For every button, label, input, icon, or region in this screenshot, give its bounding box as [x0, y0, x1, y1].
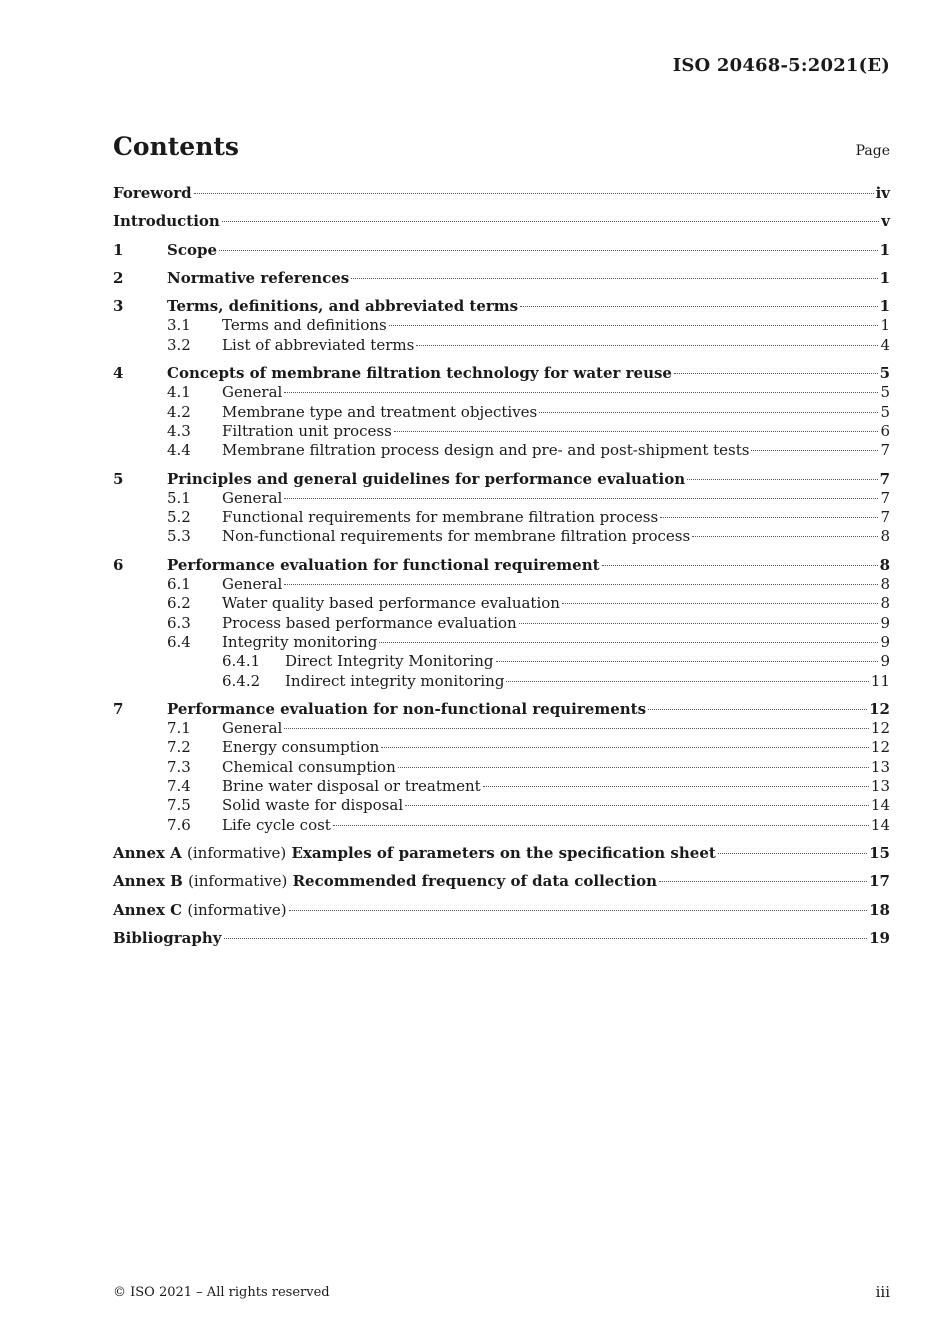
- toc-entry-number: 5.2: [167, 508, 191, 527]
- copyright-notice: © ISO 2021 – All rights reserved: [113, 1285, 330, 1300]
- table-of-contents: [113, 184, 890, 948]
- toc-entry-page: 8: [879, 555, 890, 574]
- dot-leader: [648, 709, 867, 710]
- toc-entry-page: 9: [880, 613, 890, 632]
- toc-entry-title-text: Water quality based performance evaluation: [222, 594, 560, 613]
- toc-entry-title: [113, 184, 192, 203]
- toc-entry[interactable]: [113, 403, 890, 422]
- dot-leader: [562, 603, 879, 604]
- toc-entry-title: [167, 297, 518, 316]
- toc-entry-page: 15: [869, 843, 890, 862]
- toc-entry[interactable]: [113, 901, 890, 920]
- toc-entry[interactable]: [113, 816, 890, 835]
- toc-entry[interactable]: [113, 738, 890, 757]
- toc-entry-title: [167, 700, 646, 719]
- toc-entry-title-text: Concepts of membrane filtration technology for water reuse: [167, 364, 672, 383]
- toc-entry-page: 7: [880, 508, 890, 527]
- toc-entry-title: [113, 872, 657, 891]
- toc-entry-page: 4: [880, 335, 890, 354]
- toc-entry-number: 4.1: [167, 383, 191, 402]
- dot-leader: [284, 728, 869, 729]
- toc-entry[interactable]: [113, 297, 890, 316]
- toc-entry-title-text: Non-functional requirements for membrane filtration process: [222, 527, 691, 546]
- toc-entry-title-text: List of abbreviated terms: [222, 335, 415, 354]
- toc-entry-page: 5: [880, 402, 890, 421]
- toc-entry-number: 4.2: [167, 402, 191, 421]
- toc-entry-page: v: [881, 212, 890, 231]
- toc-entry-number: 3: [113, 297, 124, 316]
- toc-entry-title: [222, 758, 396, 777]
- toc-entry-title: [222, 816, 331, 835]
- toc-entry-title-text: Terms, definitions, and abbreviated terms: [167, 297, 519, 316]
- toc-entry-title-text: Normative references: [167, 268, 350, 287]
- page-column-label: Page: [855, 143, 890, 159]
- toc-entry-title-text: Principles and general guidelines for performance evaluation: [167, 469, 686, 488]
- annex-title: Examples of parameters on the specification sheet: [291, 843, 716, 862]
- toc-entry-number: 6.4.2: [222, 671, 261, 690]
- toc-entry-number: 1: [113, 240, 124, 259]
- dot-leader: [718, 853, 867, 854]
- toc-entry[interactable]: [113, 489, 890, 508]
- toc-entry-page: 14: [870, 815, 890, 834]
- toc-entry-page: 17: [869, 872, 890, 891]
- toc-entry-title-text: Annex A: [113, 843, 182, 862]
- toc-entry-title: [222, 594, 560, 613]
- toc-entry[interactable]: [113, 758, 890, 777]
- toc-entry-title-text: Filtration unit process: [222, 421, 392, 440]
- toc-entry-number: 7.6: [167, 815, 191, 834]
- toc-entry-title-text: Life cycle cost: [222, 815, 331, 834]
- dot-leader: [284, 392, 878, 393]
- toc-entry-number: 4: [113, 364, 124, 383]
- toc-entry[interactable]: [113, 633, 890, 652]
- toc-entry[interactable]: [113, 672, 890, 691]
- dot-leader: [379, 642, 878, 643]
- dot-leader: [692, 536, 878, 537]
- toc-entry-title: [222, 403, 537, 422]
- toc-entry-title-text: Solid waste for disposal: [222, 796, 404, 815]
- toc-entry-title-text: General: [222, 488, 283, 507]
- toc-entry-page: iv: [875, 184, 890, 202]
- toc-entry-page: 9: [880, 652, 890, 671]
- toc-entry[interactable]: [113, 316, 890, 335]
- toc-entry[interactable]: [113, 527, 890, 546]
- dot-leader: [506, 681, 868, 682]
- toc-entry[interactable]: [113, 929, 890, 948]
- toc-entry-title-text: General: [222, 575, 283, 594]
- toc-entry-title-text: Bibliography: [113, 928, 222, 947]
- toc-entry-number: 4.4: [167, 441, 191, 460]
- toc-entry-page: 1: [879, 268, 890, 287]
- toc-entry-title-text: Annex C: [113, 900, 183, 919]
- toc-entry-title: [167, 241, 217, 260]
- toc-entry-number: 5: [113, 469, 124, 488]
- toc-entry[interactable]: [113, 614, 890, 633]
- toc-entry-title: [222, 575, 282, 594]
- dot-leader: [674, 373, 878, 374]
- toc-entry[interactable]: [113, 508, 890, 527]
- dot-leader: [519, 623, 879, 624]
- toc-entry-title-text: Membrane filtration process design and pre- and post-shipment tests: [222, 441, 750, 460]
- toc-entry[interactable]: [113, 212, 890, 231]
- toc-entry[interactable]: [113, 872, 890, 891]
- toc-entry-title: [167, 364, 672, 383]
- toc-entry[interactable]: [113, 719, 890, 738]
- toc-entry-title: [113, 844, 716, 863]
- toc-entry-page: 12: [869, 699, 890, 718]
- dot-leader: [224, 938, 868, 939]
- toc-entry[interactable]: [113, 700, 890, 719]
- toc-entry-page: 18: [869, 900, 890, 919]
- toc-entry-number: 3.1: [167, 316, 191, 335]
- toc-entry-title: [222, 796, 403, 815]
- toc-entry-title: [167, 470, 685, 489]
- toc-entry-page: 6: [880, 421, 890, 440]
- toc-entry-page: 13: [870, 777, 890, 796]
- toc-entry-title-text: Performance evaluation for functional requirement: [167, 555, 600, 574]
- dot-leader: [381, 747, 869, 748]
- toc-entry[interactable]: [113, 241, 890, 260]
- toc-entry-title-text: Membrane type and treatment objectives: [222, 402, 538, 421]
- toc-entry-number: 7.2: [167, 738, 191, 757]
- toc-entry-title: [285, 652, 494, 671]
- dot-leader: [194, 193, 874, 194]
- toc-entry-number: 2: [113, 268, 124, 287]
- dot-leader: [496, 661, 879, 662]
- toc-entry-title-text: Scope: [167, 240, 218, 259]
- dot-leader: [284, 584, 878, 585]
- toc-entry-title: [222, 738, 379, 757]
- toc-entry-number: 5.3: [167, 527, 191, 546]
- toc-entry-title-text: Terms and definitions: [222, 316, 387, 335]
- annex-informative-note: (informative): [187, 900, 287, 919]
- dot-leader: [398, 767, 869, 768]
- contents-title: Contents: [113, 132, 240, 161]
- toc-entry-number: 6: [113, 555, 124, 574]
- toc-entry-number: 6.1: [167, 575, 191, 594]
- toc-entry[interactable]: [113, 364, 890, 383]
- toc-entry[interactable]: [113, 470, 890, 489]
- toc-entry-page: 12: [870, 719, 890, 738]
- toc-entry[interactable]: [113, 575, 890, 594]
- toc-entry-title: [167, 556, 600, 575]
- toc-entry-title-text: Direct Integrity Monitoring: [285, 652, 494, 671]
- toc-entry-title-text: Functional requirements for membrane filtration process: [222, 508, 659, 527]
- toc-entry-title: [167, 269, 349, 288]
- toc-entry[interactable]: [113, 796, 890, 815]
- toc-entry-title-text: Energy consumption: [222, 738, 380, 757]
- dot-leader: [405, 805, 869, 806]
- toc-entry-number: 7: [113, 699, 124, 718]
- toc-entry-page: 12: [870, 738, 890, 757]
- toc-entry-title: [285, 672, 504, 691]
- dot-leader: [284, 498, 878, 499]
- toc-entry-title: [222, 777, 481, 796]
- toc-entry[interactable]: [113, 422, 890, 441]
- toc-entry-title: [222, 383, 282, 402]
- dot-leader: [751, 450, 878, 451]
- annex-title: Recommended frequency of data collection: [292, 872, 657, 891]
- toc-entry-number: 7.5: [167, 796, 191, 815]
- toc-entry-page: 7: [880, 488, 890, 507]
- toc-entry-title-text: Foreword: [113, 184, 192, 202]
- toc-entry-number: 6.4.1: [222, 652, 261, 671]
- toc-entry-title-text: Integrity monitoring: [222, 632, 378, 651]
- toc-entry[interactable]: [113, 652, 890, 671]
- dot-leader: [539, 412, 878, 413]
- toc-entry-number: 7.3: [167, 757, 191, 776]
- toc-entry-page: 8: [880, 594, 890, 613]
- toc-entry-title: [113, 901, 287, 920]
- toc-entry-title-text: General: [222, 719, 283, 738]
- annex-informative-note: (informative): [187, 843, 287, 862]
- dot-leader: [389, 325, 879, 326]
- dot-leader: [351, 278, 877, 279]
- toc-entry-title-text: Process based performance evaluation: [222, 613, 517, 632]
- dot-leader: [333, 825, 869, 826]
- toc-entry-title: [222, 316, 387, 335]
- toc-entry-title: [222, 633, 377, 652]
- toc-entry-page: 1: [879, 240, 890, 259]
- toc-entry[interactable]: [113, 594, 890, 613]
- toc-entry-page: 5: [880, 383, 890, 402]
- toc-entry-title: [222, 489, 282, 508]
- toc-entry-page: 19: [869, 928, 890, 947]
- toc-entry-page: 1: [879, 297, 890, 316]
- toc-entry[interactable]: [113, 336, 890, 355]
- dot-leader: [687, 479, 877, 480]
- toc-entry-number: 5.1: [167, 488, 191, 507]
- dot-leader: [394, 431, 879, 432]
- toc-entry-title: [222, 441, 749, 460]
- toc-entry-page: 13: [870, 757, 890, 776]
- toc-entry[interactable]: [113, 441, 890, 460]
- dot-leader: [659, 881, 867, 882]
- toc-entry-page: 9: [880, 632, 890, 651]
- toc-entry-number: 4.3: [167, 421, 191, 440]
- toc-entry-title: [222, 614, 517, 633]
- document-id: ISO 20468-5:2021(E): [672, 55, 890, 76]
- toc-entry-page: 11: [870, 671, 890, 690]
- dot-leader: [483, 786, 869, 787]
- toc-entry-title: [222, 527, 690, 546]
- toc-entry-page: 1: [880, 316, 890, 335]
- toc-entry-number: 6.3: [167, 613, 191, 632]
- toc-entry-number: 6.4: [167, 632, 191, 651]
- dot-leader: [222, 221, 879, 222]
- toc-entry[interactable]: [113, 269, 890, 288]
- toc-entry-number: 7.1: [167, 719, 191, 738]
- toc-entry-title-text: General: [222, 383, 283, 402]
- toc-entry-page: 5: [879, 364, 890, 383]
- toc-entry-title: [222, 336, 414, 355]
- toc-entry[interactable]: [113, 383, 890, 402]
- dot-leader: [289, 910, 868, 911]
- toc-entry-title: [113, 212, 220, 231]
- toc-entry-page: 7: [880, 441, 890, 460]
- toc-entry[interactable]: [113, 844, 890, 863]
- toc-entry-page: 7: [879, 469, 890, 488]
- toc-entry-title: [222, 422, 392, 441]
- toc-entry-title: [222, 719, 282, 738]
- toc-entry[interactable]: [113, 777, 890, 796]
- page-number: iii: [875, 1283, 890, 1301]
- toc-entry-page: 14: [870, 796, 890, 815]
- toc-entry-page: 8: [880, 575, 890, 594]
- toc-entry-title-text: Chemical consumption: [222, 757, 396, 776]
- dot-leader: [416, 345, 878, 346]
- dot-leader: [219, 250, 878, 251]
- toc-entry[interactable]: [113, 556, 890, 575]
- toc-entry-title: [113, 929, 222, 948]
- toc-entry-title-text: Performance evaluation for non-functional requirements: [167, 699, 647, 718]
- toc-entry-number: 6.2: [167, 594, 191, 613]
- toc-entry-title-text: Indirect integrity monitoring: [285, 671, 505, 690]
- toc-entry-title-text: Introduction: [113, 212, 220, 231]
- toc-entry-title: [222, 508, 658, 527]
- dot-leader: [520, 306, 877, 307]
- toc-entry-number: 7.4: [167, 777, 191, 796]
- toc-entry-number: 3.2: [167, 335, 191, 354]
- toc-entry-page: 8: [880, 527, 890, 546]
- toc-entry-title-text: Brine water disposal or treatment: [222, 777, 481, 796]
- toc-entry-title-text: Annex B: [113, 872, 183, 891]
- annex-informative-note: (informative): [188, 872, 288, 891]
- toc-entry[interactable]: [113, 184, 890, 203]
- dot-leader: [660, 517, 878, 518]
- dot-leader: [602, 565, 878, 566]
